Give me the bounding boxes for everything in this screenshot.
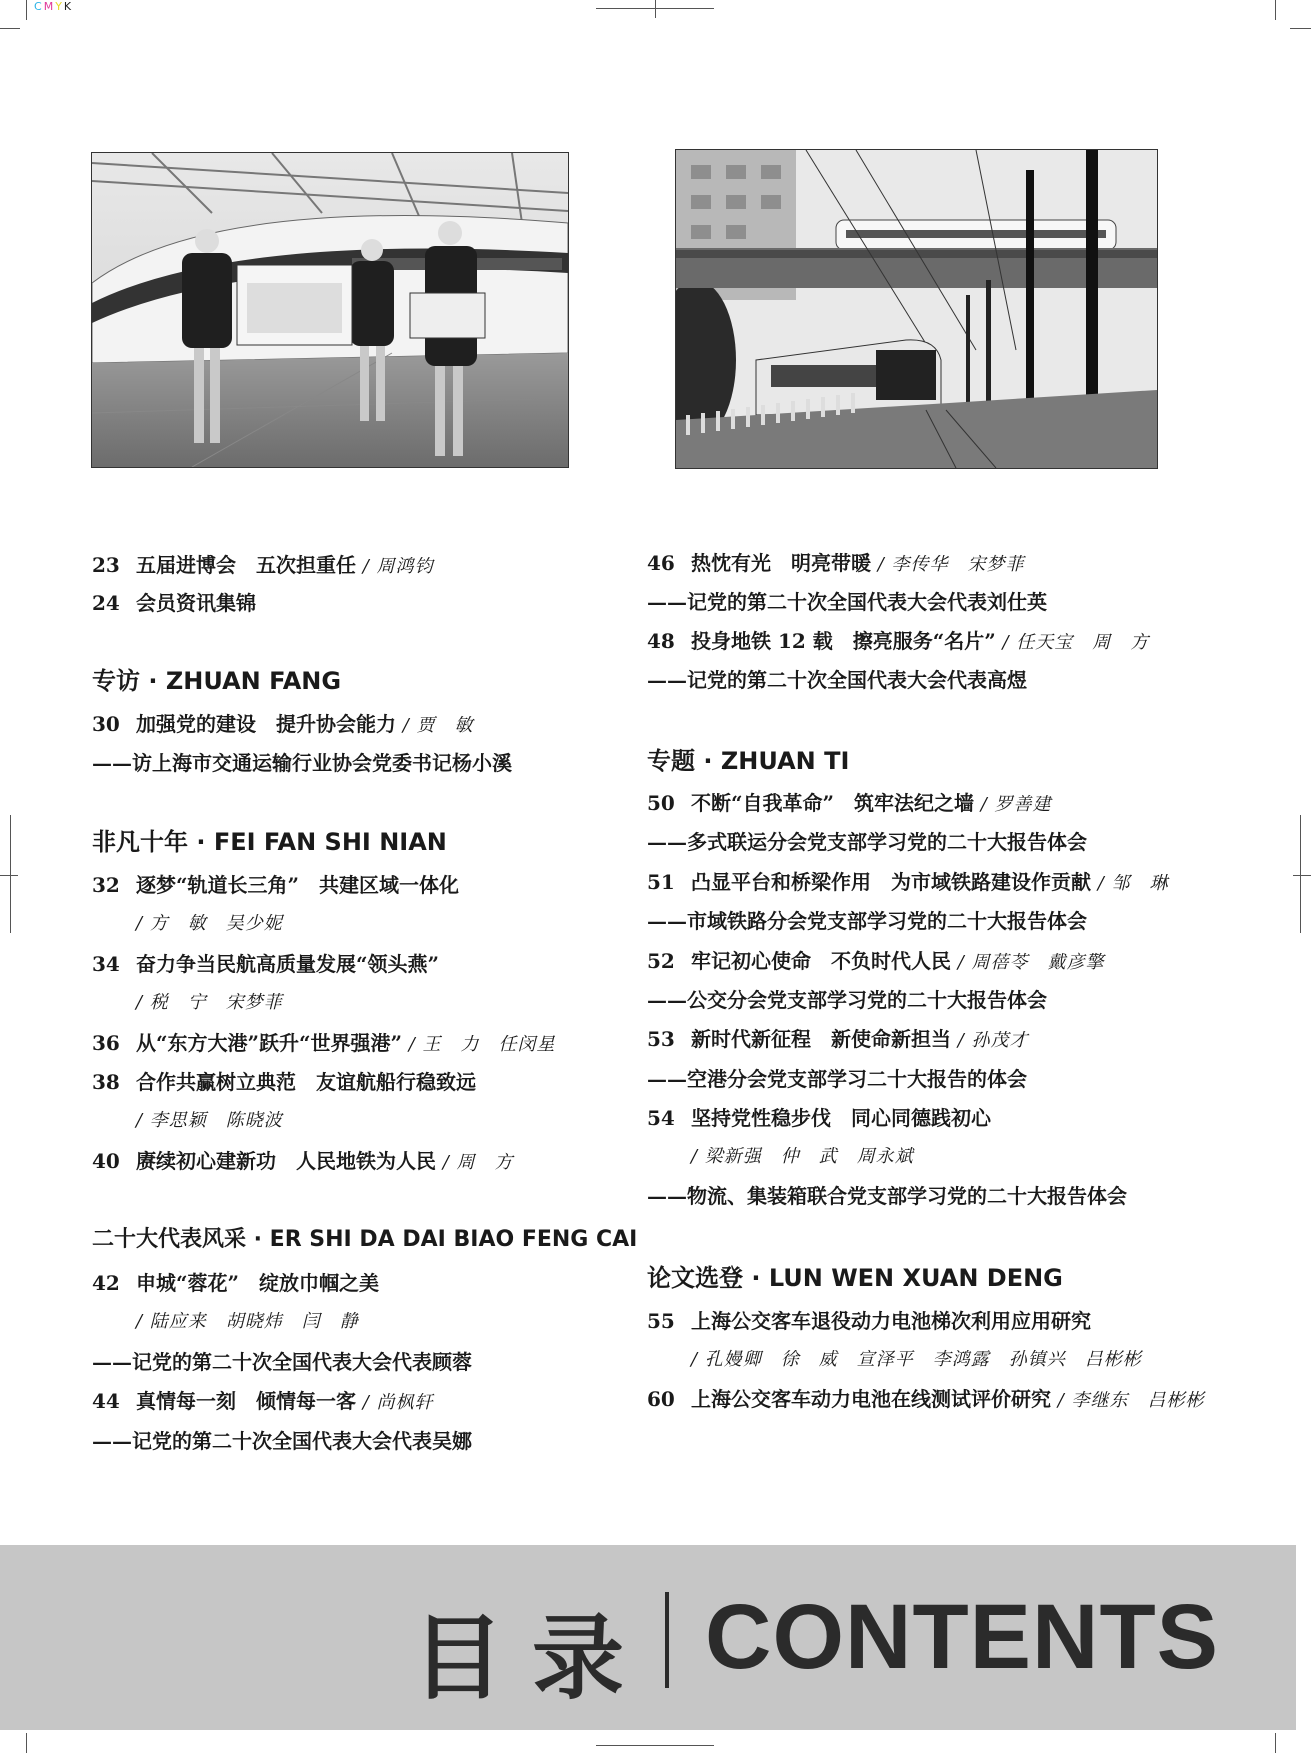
entry-title: 真情每一刻 倾情每一客 (136, 1389, 356, 1413)
entry-title: 奋力争当民航高质量发展“领头燕” (136, 952, 440, 976)
crop-mark (26, 1733, 27, 1753)
crop-mark (1275, 0, 1276, 20)
page-number: 42 (92, 1271, 120, 1295)
toc-entry-48[interactable] (647, 626, 1149, 656)
toc-entry-51[interactable] (647, 867, 1169, 897)
page-number: 50 (647, 791, 675, 815)
toc-entry-40[interactable] (92, 1146, 514, 1176)
page-number: 34 (92, 952, 120, 976)
banner-separator (665, 1592, 669, 1688)
entry-title: 新时代新征程 新使命新担当 (691, 1027, 951, 1051)
toc-entry-24[interactable] (92, 588, 256, 618)
page-number: 51 (647, 870, 675, 894)
page-number: 40 (92, 1149, 120, 1173)
entry-title: 合作共赢树立典范 友谊航船行稳致远 (136, 1070, 476, 1094)
entry-author: / 王 力 任闵星 (402, 1034, 556, 1055)
toc-entry-30[interactable] (92, 709, 474, 739)
entry-authors: / 陆应来 胡晓炜 闫 静 (136, 1311, 359, 1332)
entry-authors: / 梁新强 仲 武 周永斌 (691, 1146, 914, 1167)
section-heading-zhuanfang: 专访 · ZHUAN FANG (92, 667, 342, 695)
entry-subtitle: ——记党的第二十次全国代表大会代表高煜 (647, 668, 1027, 692)
entry-title: 投身地铁 12 载 擦亮服务“名片” (691, 629, 996, 653)
train-station-photo (91, 152, 569, 468)
page-number: 48 (647, 629, 675, 653)
entry-authors: / 孔嫚卿 徐 威 宣泽平 李鸿露 孙镇兴 吕彬彬 (691, 1349, 1142, 1370)
entry-title: 申城“蓉花” 绽放巾帼之美 (136, 1271, 380, 1295)
entry-title: 从“东方大港”跃升“世界强港” (136, 1031, 403, 1055)
toc-entry-60[interactable] (647, 1384, 1205, 1414)
page-number: 38 (92, 1070, 120, 1094)
entry-author: / 邹 琳 (1091, 873, 1169, 894)
toc-entry-23[interactable] (92, 550, 434, 580)
entry-subtitle: ——空港分会党支部学习二十大报告的体会 (647, 1067, 1027, 1091)
toc-entry-42[interactable] (92, 1268, 379, 1298)
entry-author: / 孙茂才 (951, 1030, 1029, 1051)
page-number: 52 (647, 949, 675, 973)
crop-mark (1293, 875, 1311, 876)
entry-author: / 李继东 吕彬彬 (1051, 1390, 1205, 1411)
page-number: 30 (92, 712, 120, 736)
entry-subtitle: ——多式联运分会党支部学习党的二十大报告体会 (647, 830, 1087, 854)
crop-mark (0, 875, 18, 876)
entry-authors: / 方 敏 吴少妮 (136, 913, 283, 934)
entry-author: / 贾 敏 (396, 715, 474, 736)
toc-entry-44[interactable] (92, 1386, 434, 1416)
entry-title: 加强党的建设 提升协会能力 (136, 712, 396, 736)
entry-author: / 尚枫轩 (356, 1392, 434, 1413)
tram-bridge-image (676, 150, 1157, 468)
crop-mark (1290, 28, 1311, 29)
entry-title: 上海公交客车退役动力电池梯次利用应用研究 (691, 1309, 1091, 1333)
page-number: 44 (92, 1389, 120, 1413)
entry-title: 牢记初心使命 不负时代人民 (691, 949, 951, 973)
cmyk-m: M (43, 0, 56, 13)
color-registration-marks (34, 0, 73, 13)
page-number: 60 (647, 1387, 675, 1411)
toc-entry-53[interactable] (647, 1024, 1029, 1054)
page-number: 55 (647, 1309, 675, 1333)
entry-author: / 李传华 宋梦菲 (871, 554, 1025, 575)
section-heading-zhuanti: 专题 · ZHUAN TI (647, 747, 850, 775)
toc-entry-38[interactable] (92, 1067, 476, 1097)
train-station-image (92, 153, 568, 467)
entry-title: 会员资讯集锦 (136, 591, 256, 615)
section-heading-lunwenxuandeng: 论文选登 · LUN WEN XUAN DENG (647, 1264, 1063, 1292)
page-number: 32 (92, 873, 120, 897)
section-heading-feifanshinian: 非凡十年 · FEI FAN SHI NIAN (92, 828, 447, 856)
crop-mark (26, 0, 27, 20)
page-number: 36 (92, 1031, 120, 1055)
crop-mark (596, 1745, 714, 1746)
tram-bridge-photo (675, 149, 1158, 469)
entry-title: 凸显平台和桥梁作用 为市域铁路建设作贡献 (691, 870, 1091, 894)
toc-entry-55[interactable] (647, 1306, 1091, 1336)
entry-title: 上海公交客车动力电池在线测试评价研究 (691, 1387, 1051, 1411)
cmyk-k: K (63, 0, 74, 13)
cmyk-y: Y (55, 0, 64, 13)
entry-title: 热忱有光 明亮带暖 (691, 551, 871, 575)
page-number: 54 (647, 1106, 675, 1130)
entry-subtitle: ——物流、集装箱联合党支部学习党的二十大报告体会 (647, 1184, 1127, 1208)
entry-title: 逐梦“轨道长三角” 共建区域一体化 (136, 873, 460, 897)
entry-subtitle: ——访上海市交通运输行业协会党委书记杨小溪 (92, 751, 512, 775)
entry-subtitle: ——公交分会党支部学习党的二十大报告体会 (647, 988, 1047, 1012)
banner-title-chinese: 目录 (412, 1605, 653, 1712)
entry-title: 坚持党性稳步伐 同心同德践初心 (691, 1106, 991, 1130)
toc-entry-52[interactable] (647, 946, 1105, 976)
entry-title: 赓续初心建新功 人民地铁为人民 (136, 1149, 436, 1173)
entry-subtitle: ——记党的第二十次全国代表大会代表吴娜 (92, 1429, 472, 1453)
toc-entry-46[interactable] (647, 548, 1025, 578)
toc-entry-32[interactable] (92, 870, 459, 900)
entry-author: / 周鸿钧 (356, 556, 434, 577)
crop-mark (0, 28, 20, 29)
entry-title: 不断“自我革命” 筑牢法纪之墙 (691, 791, 975, 815)
crop-mark (655, 0, 656, 18)
entry-author: / 罗善建 (974, 794, 1052, 815)
toc-entry-50[interactable] (647, 788, 1052, 818)
crop-mark (1275, 1733, 1276, 1753)
entry-author: / 任天宝 周 方 (995, 632, 1150, 653)
section-heading-ershidadaibiaofengcai: 二十大代表风采 · ER SHI DA DAI BIAO FENG CAI (92, 1227, 638, 1252)
toc-entry-36[interactable] (92, 1028, 556, 1058)
cmyk-c: C (34, 0, 44, 13)
page-number: 24 (92, 591, 120, 615)
crop-mark (1300, 815, 1301, 933)
entry-title: 五届进博会 五次担重任 (136, 553, 356, 577)
entry-authors: / 李思颖 陈晓波 (136, 1110, 283, 1131)
entry-authors: / 税 宁 宋梦菲 (136, 992, 283, 1013)
crop-mark (10, 815, 11, 933)
page-number: 53 (647, 1027, 675, 1051)
entry-subtitle: ——记党的第二十次全国代表大会代表顾蓉 (92, 1350, 472, 1374)
entry-subtitle: ——记党的第二十次全国代表大会代表刘仕英 (647, 590, 1047, 614)
entry-author: / 周 方 (436, 1152, 514, 1173)
banner-title-english: CONTENTS (705, 1586, 1219, 1688)
entry-author: / 周蓓苓 戴彦擎 (951, 952, 1105, 973)
toc-entry-54[interactable] (647, 1103, 991, 1133)
entry-subtitle: ——市域铁路分会党支部学习党的二十大报告体会 (647, 909, 1087, 933)
page-number: 23 (92, 553, 120, 577)
page-number: 46 (647, 551, 675, 575)
toc-entry-34[interactable] (92, 949, 439, 979)
